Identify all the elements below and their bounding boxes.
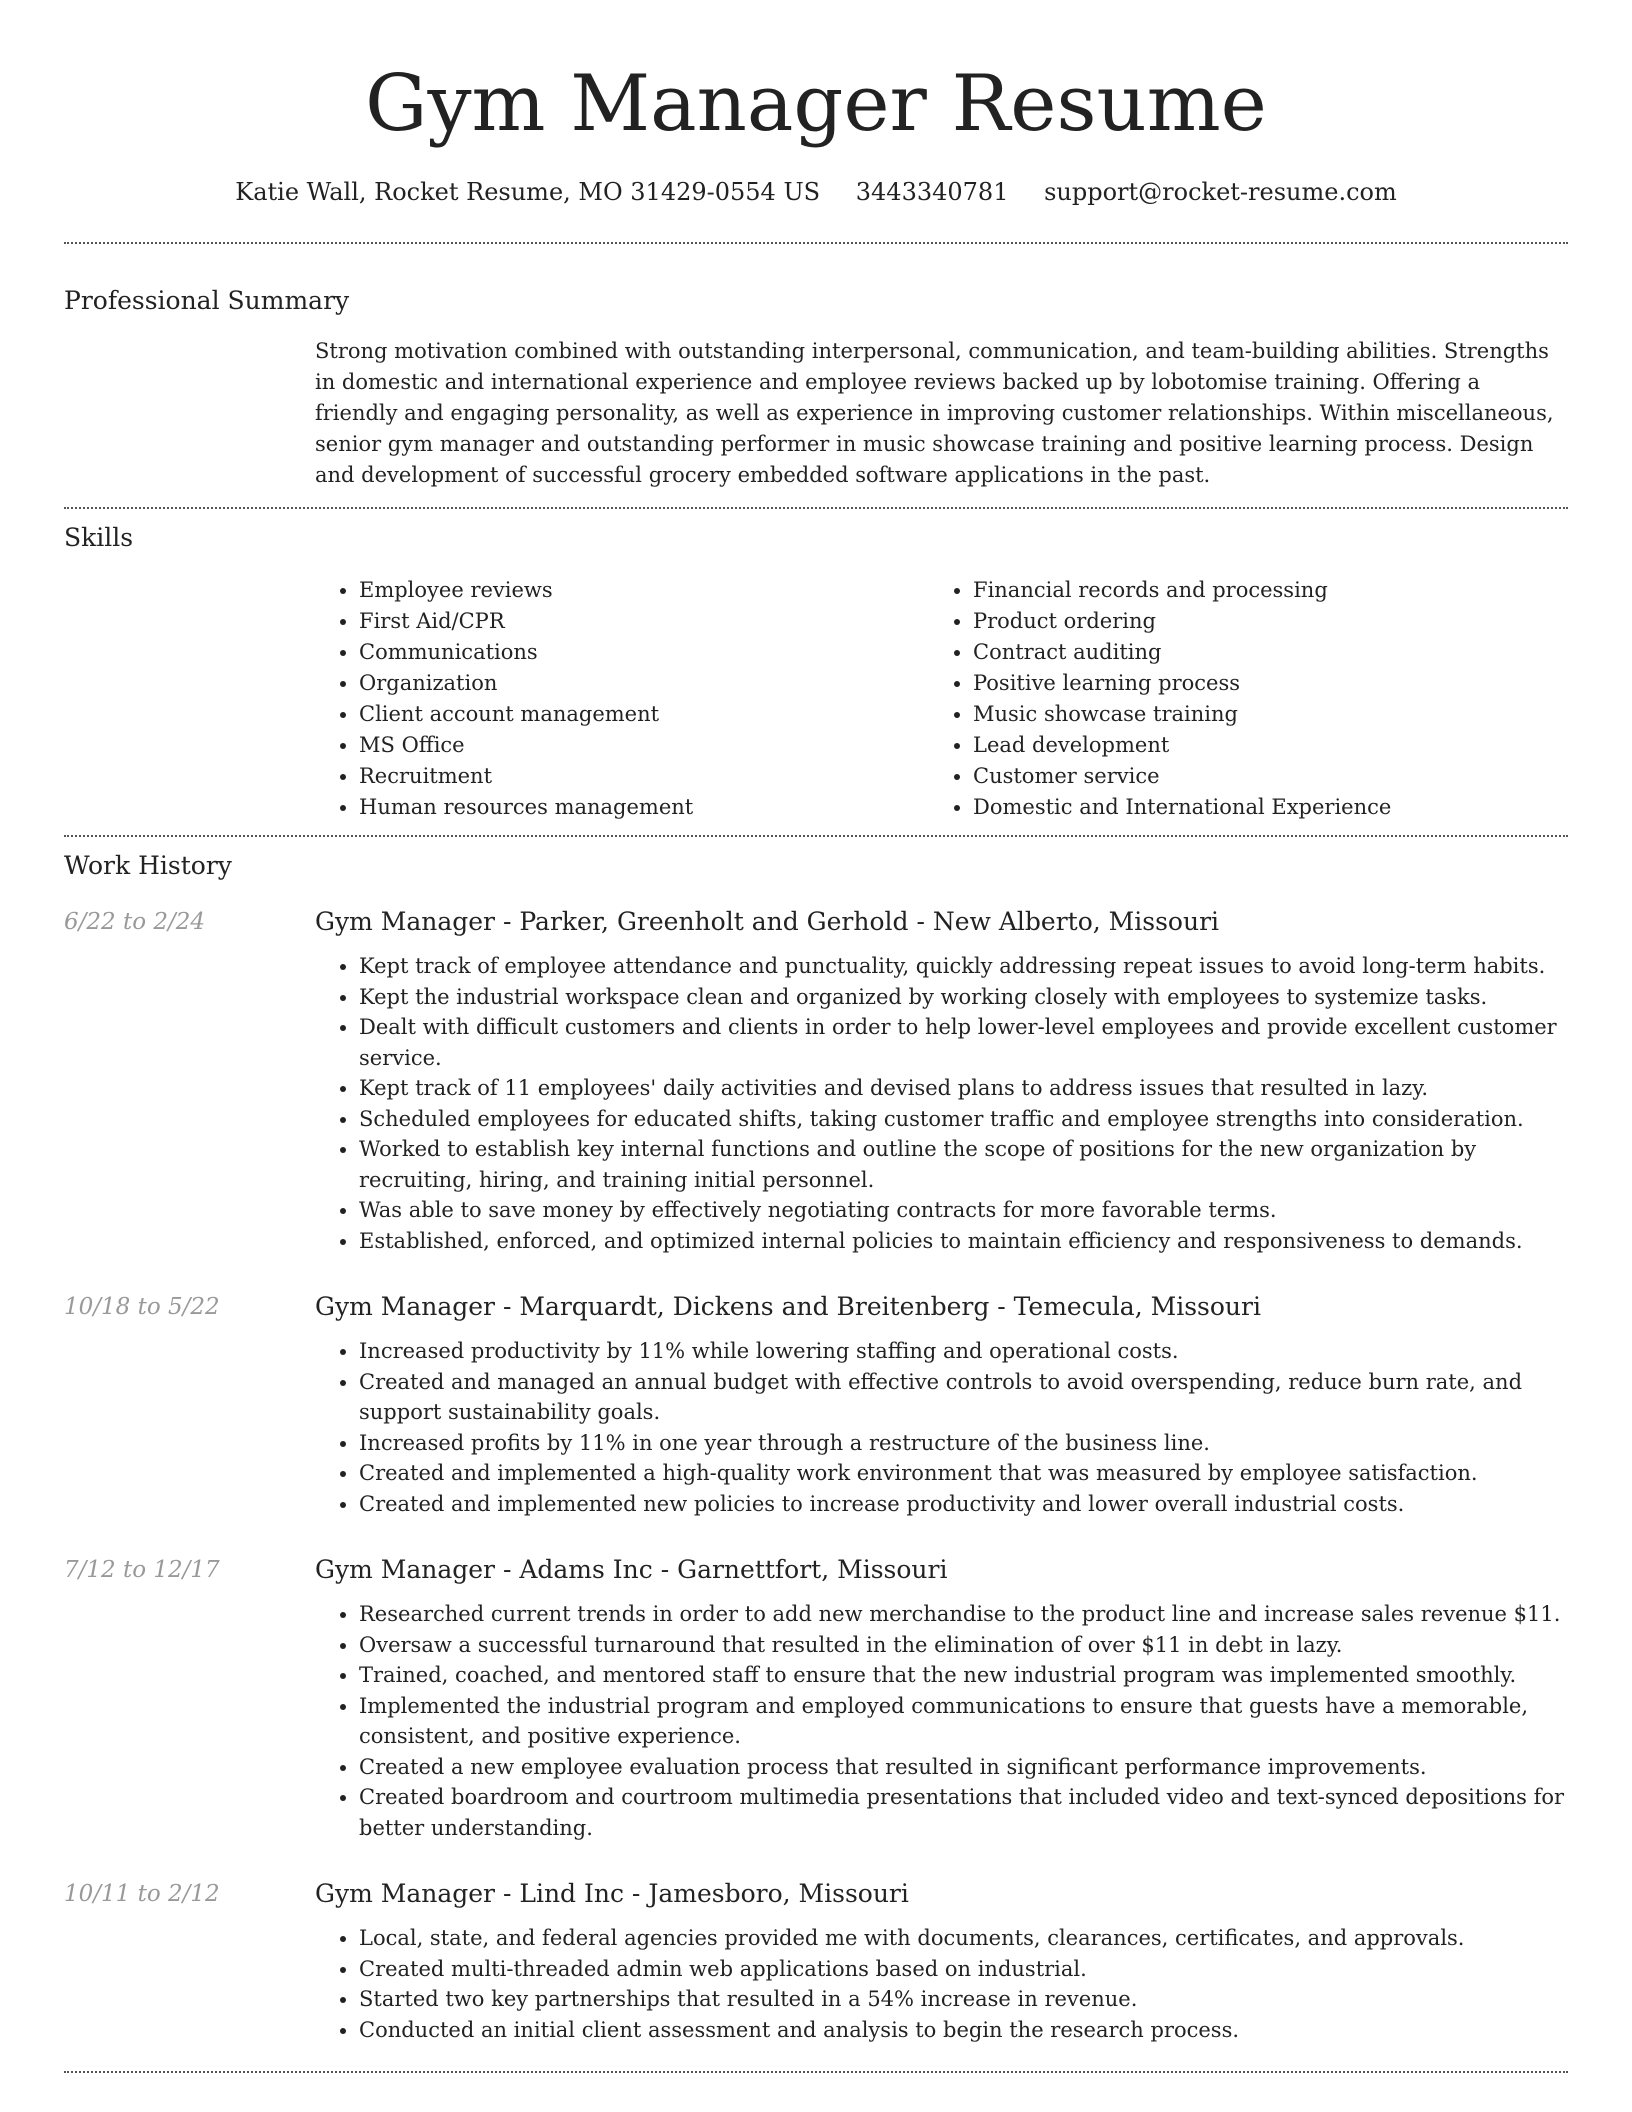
job-body <box>315 1290 1568 1519</box>
skill-item: • Customer service <box>973 761 1543 792</box>
job-title: Gym Manager - Parker, Greenholt and Gerhold - New Alberto, Missouri <box>315 907 1220 936</box>
professional-summary-section <box>64 244 1568 507</box>
job-bullet: • Kept the industrial workspace clean and organized by working closely with employees to systemize tasks. <box>359 982 1568 1013</box>
job-bullet: • Worked to establish key internal functions and outline the scope of positions for the new organization by recruiting, hiring, and training initial personnel. <box>359 1134 1568 1195</box>
job-entry <box>64 1877 1568 2045</box>
job-entry <box>64 905 1568 1256</box>
skill-item: • First Aid/CPR <box>359 606 929 637</box>
job-bullet: • Dealt with difficult customers and clients in order to help lower-level employees and provide excellent customer service. <box>359 1012 1568 1073</box>
contact-phone: 3443340781 <box>855 178 1009 206</box>
section-heading: Work History <box>64 851 232 880</box>
divider <box>64 2071 1568 2073</box>
job-bullet: • Implemented the industrial program and employed communications to ensure that guests have a memorable, consistent, and positive experience. <box>359 1691 1568 1752</box>
job-dates: 6/22 to 2/24 <box>64 909 206 935</box>
skills-list-left <box>315 575 929 823</box>
job-title: Gym Manager - Adams Inc - Garnettfort, Missouri <box>315 1555 948 1584</box>
job-bullet: • Conducted an initial client assessment and analysis to begin the research process. <box>359 2015 1568 2046</box>
section-heading: Professional Summary <box>64 286 350 315</box>
summary-text: Strong motivation combined with outstanding interpersonal, communication, and team-building abilities. Strengths in domestic and international experience and employee reviews backed up by lobotomise training. Offering a friendly and engaging personality, as well as experience in improving customer relationships. Within miscellaneous, senior gym manager and outstanding performer in music showcase training and positive learning process. Design and development of successful grocery embedded software applications in the past. <box>315 339 1554 487</box>
contact-address: Katie Wall, Rocket Resume, MO 31429-0554 US <box>235 178 821 206</box>
skill-item: • Employee reviews <box>359 575 929 606</box>
job-bullet: • Was able to save money by effectively negotiating contracts for more favorable terms. <box>359 1195 1568 1226</box>
job-title: Gym Manager - Marquardt, Dickens and Breitenberg - Temecula, Missouri <box>315 1292 1261 1321</box>
job-entry <box>64 1290 1568 1519</box>
job-bullet: • Kept track of employee attendance and punctuality, quickly addressing repeat issues to avoid long-term habits. <box>359 951 1568 982</box>
skill-item: • Product ordering <box>973 606 1543 637</box>
skills-list-right <box>929 575 1543 823</box>
section-heading: Skills <box>64 523 134 552</box>
job-bullets <box>315 1923 1568 2045</box>
job-bullets <box>315 951 1568 1256</box>
skill-item: • Positive learning process <box>973 668 1543 699</box>
skills-section <box>64 509 1568 835</box>
job-dates: 7/12 to 12/17 <box>64 1557 220 1583</box>
skill-item: • MS Office <box>359 730 929 761</box>
skill-item: • Lead development <box>973 730 1543 761</box>
job-bullet: • Created and implemented new policies to increase productivity and lower overall industrial costs. <box>359 1489 1568 1520</box>
skill-item: • Contract auditing <box>973 637 1543 668</box>
job-list <box>64 905 1568 2045</box>
skill-item: • Client account management <box>359 699 929 730</box>
contact-line <box>64 176 1568 208</box>
skill-item: • Recruitment <box>359 761 929 792</box>
job-bullet: • Established, enforced, and optimized internal policies to maintain efficiency and responsiveness to demands. <box>359 1226 1568 1257</box>
job-bullets <box>315 1336 1568 1519</box>
skill-item: • Domestic and International Experience <box>973 792 1543 823</box>
work-history-section <box>64 837 1568 2045</box>
job-bullet: • Created boardroom and courtroom multimedia presentations that included video and text-synced depositions for better understanding. <box>359 1782 1568 1843</box>
job-bullet: • Created and implemented a high-quality work environment that was measured by employee satisfaction. <box>359 1458 1568 1489</box>
skills-columns <box>315 575 1568 823</box>
job-entry <box>64 1553 1568 1843</box>
job-bullet: • Increased productivity by 11% while lowering staffing and operational costs. <box>359 1336 1568 1367</box>
job-bullet: • Trained, coached, and mentored staff to ensure that the new industrial program was implemented smoothly. <box>359 1660 1568 1691</box>
skill-item: • Financial records and processing <box>973 575 1543 606</box>
job-bullet: • Local, state, and federal agencies provided me with documents, clearances, certificates, and approvals. <box>359 1923 1568 1954</box>
resume-title: Gym Manager Resume <box>365 59 1267 149</box>
contact-email: support@rocket-resume.com <box>1044 178 1397 206</box>
job-bullet: • Increased profits by 11% in one year through a restructure of the business line. <box>359 1428 1568 1459</box>
job-title: Gym Manager - Lind Inc - Jamesboro, Missouri <box>315 1879 909 1908</box>
job-bullet: • Oversaw a successful turnaround that resulted in the elimination of over $11 in debt in lazy. <box>359 1630 1568 1661</box>
job-body <box>315 1553 1568 1843</box>
job-bullet: • Researched current trends in order to add new merchandise to the product line and increase sales revenue $11. <box>359 1599 1568 1630</box>
job-dates: 10/18 to 5/22 <box>64 1294 220 1320</box>
job-bullet: • Started two key partnerships that resulted in a 54% increase in revenue. <box>359 1984 1568 2015</box>
job-body <box>315 905 1568 1256</box>
job-bullet: • Scheduled employees for educated shifts, taking customer traffic and employee strengths into consideration. <box>359 1104 1568 1135</box>
skill-item: • Organization <box>359 668 929 699</box>
skill-item: • Music showcase training <box>973 699 1543 730</box>
job-body <box>315 1877 1568 2045</box>
job-bullet: • Kept track of 11 employees' daily activities and devised plans to address issues that resulted in lazy. <box>359 1073 1568 1104</box>
skill-item: • Human resources management <box>359 792 929 823</box>
job-bullet: • Created a new employee evaluation process that resulted in significant performance improvements. <box>359 1752 1568 1783</box>
job-bullets <box>315 1599 1568 1843</box>
skill-item: • Communications <box>359 637 929 668</box>
job-dates: 10/11 to 2/12 <box>64 1881 220 1907</box>
job-bullet: • Created and managed an annual budget with effective controls to avoid overspending, reduce burn rate, and support sustainability goals. <box>359 1367 1568 1428</box>
job-bullet: • Created multi-threaded admin web applications based on industrial. <box>359 1954 1568 1985</box>
